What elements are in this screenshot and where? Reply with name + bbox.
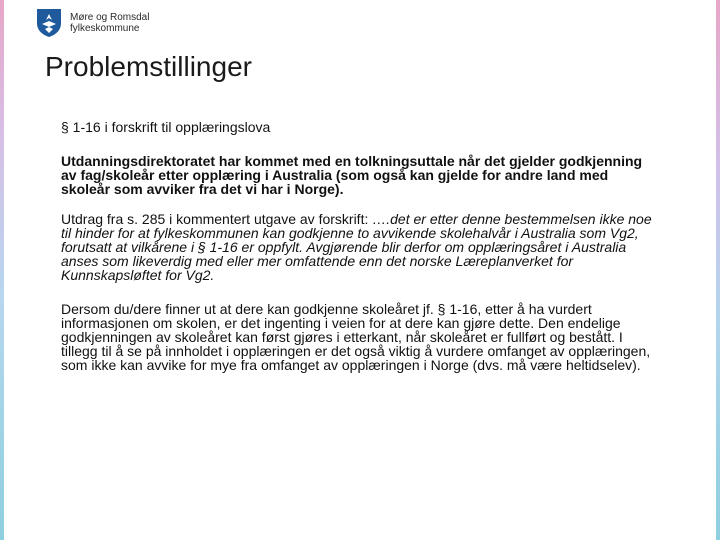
county-shield-icon xyxy=(36,8,62,38)
slide-body xyxy=(61,120,661,372)
slide-title: Problemstillinger xyxy=(45,51,252,82)
organization-logo xyxy=(36,8,149,38)
approval-guidance: Dersom du/dere finner ut at dere kan godkjenne skoleåret jf. § 1-16, etter å ha vurdert informasjonen om skolen, er det ingenting i veien for at dere kan gjøre dette. Den endelige godkjenningen av skoleåret kan først gjøres i etterkant, når skoleåret er fullført og bestått. I tillegg til å se på innholdet i opplæringen er det også viktig å vurdere omfanget av opplæringen, som ikke kan avvike for mye fra omfanget av opplæringen i Norge (dvs. må være heltidselev). xyxy=(61,301,651,373)
excerpt-lead: Utdrag fra s. 285 i kommentert utgave av forskrift: xyxy=(61,211,373,227)
right-decorative-edge xyxy=(716,0,720,540)
interpretation-statement: Utdanningsdirektoratet har kommet med en tolkningsuttale når det gjelder godkjenning av fag/skoleår etter opplæring i Australia (som også kan gjelde for andre land med skoleår som avviker fra det vi har i Norge). xyxy=(61,153,643,197)
organization-name-line2: fylkeskommune xyxy=(70,23,140,34)
excerpt-quote: ….det er etter denne bestemmelsen ikke noe til hinder for at fylkeskommunen kan godkjenne to avvikende skolehalvår i Australia som Vg2, forutsatt at vilkårene i § 1-16 er oppfylt. Avgjørende blir derfor om opplæringsåret i Australia anses som likeverdig med eller mer omfattende enn det norske Læreplanverket for Kunnskapsløftet for Vg2. xyxy=(61,211,652,283)
organization-name xyxy=(70,12,149,34)
organization-name-line1: Møre og Romsdal xyxy=(70,12,150,23)
legal-reference: § 1-16 i forskrift til opplæringslova xyxy=(61,119,271,135)
regulation-excerpt xyxy=(61,212,661,282)
left-decorative-edge xyxy=(0,0,4,540)
